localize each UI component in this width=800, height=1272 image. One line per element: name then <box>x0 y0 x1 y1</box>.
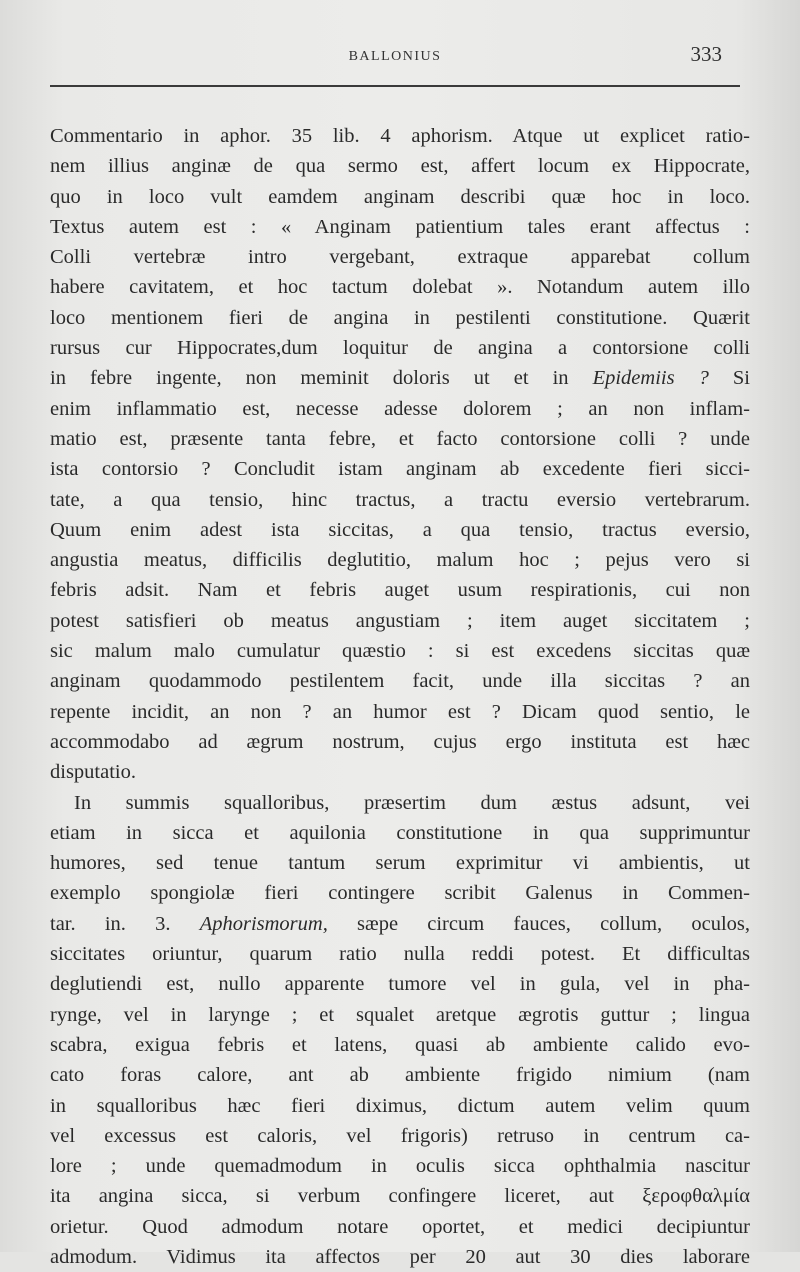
running-title: BALLONIUS <box>348 49 442 64</box>
text-line: Commentario in aphor. 35 lib. 4 aphorism. Atque ut explicet ratio- <box>50 125 750 147</box>
text-line: enim inflammatio est, necesse adesse dolorem ; an non inflam- <box>50 397 750 420</box>
italic-title: Epidemiis ? <box>592 367 709 390</box>
text-line: orietur. Quod admodum notare oportet, et medici decipiuntur <box>50 1215 750 1238</box>
text-line: rursus cur Hippocrates,dum loquitur de angina a contorsione colli <box>50 337 750 360</box>
text-line: vel excessus est caloris, vel frigoris) retruso in centrum ca- <box>50 1124 750 1147</box>
text-line: ista contorsio ? Concludit istam anginam ab excedente fieri sicci- <box>50 458 750 481</box>
text-line: febris adsit. Nam et febris auget usum respirationis, cui non <box>50 579 750 602</box>
text-segment: tar. in. 3. <box>50 912 200 935</box>
page-number: 333 <box>690 42 722 66</box>
text-line: etiam in sicca et aquilonia constitutione in qua supprimuntur <box>50 821 750 844</box>
running-header <box>50 40 740 80</box>
header-rule <box>50 85 740 87</box>
text-line: quo in loco vult eamdem anginam describi quæ hoc in loco. <box>50 185 750 208</box>
text-line: nem illius anginæ de qua sermo est, affert locum ex Hippocrate, <box>50 155 750 178</box>
text-line: sic malum malo cumulatur quæstio : si est excedens siccitas quæ <box>50 640 750 663</box>
text-line: scabra, exigua febris et latens, quasi ab ambiente calido evo- <box>50 1033 750 1056</box>
text-line: deglutiendi est, nullo apparente tumore vel in gula, vel in pha- <box>50 973 750 996</box>
text-segment: Si <box>708 367 750 390</box>
text-line: accommodabo ad ægrum nostrum, cujus ergo instituta est hæc <box>50 730 750 753</box>
text-line: humores, sed tenue tantum serum exprimitur vi ambientis, ut <box>50 852 750 875</box>
text-line: matio est, præsente tanta febre, et facto contorsione colli ? unde <box>50 427 750 450</box>
text-line: disputatio. <box>50 761 136 784</box>
text-line: rynge, vel in larynge ; et squalet aretque ægrotis guttur ; lingua <box>50 1003 750 1026</box>
body-text <box>50 121 750 1272</box>
text-line: tate, a qua tensio, hinc tractus, a tractu eversio vertebrarum. <box>50 488 750 511</box>
text-line: angustia meatus, difficilis deglutitio, malum hoc ; pejus vero si <box>50 549 750 572</box>
text-line: habere cavitatem, et hoc tactum dolebat ». Notandum autem illo <box>50 276 750 299</box>
text-line: exemplo spongiolæ fieri contingere scribit Galenus in Commen- <box>50 882 750 905</box>
text-segment: sæpe circum fauces, collum, oculos, <box>327 912 750 935</box>
text-line <box>50 363 750 393</box>
text-line <box>50 909 750 939</box>
text-line: Textus autem est : « Anginam patientium tales erant affectus : <box>50 215 750 238</box>
text-line: anginam quodammodo pestilentem facit, unde illa siccitas ? an <box>50 670 750 693</box>
text-line: Colli vertebræ intro vergebant, extraque apparebat collum <box>50 246 750 269</box>
text-line: lore ; unde quemadmodum in oculis sicca ophthalmia nascitur <box>50 1155 750 1178</box>
text-line: in squalloribus hæc fieri diximus, dictum autem velim quum <box>50 1094 750 1117</box>
text-line: cato foras calore, ant ab ambiente frigido nimium (nam <box>50 1064 750 1087</box>
text-line: loco mentionem fieri de angina in pestilenti constitutione. Quærit <box>50 306 750 329</box>
text-line: In summis squalloribus, præsertim dum æstus adsunt, vei <box>74 791 750 814</box>
text-line: siccitates oriuntur, quarum ratio nulla reddi potest. Et difficultas <box>50 943 750 966</box>
italic-title: Aphorismorum, <box>199 912 328 935</box>
text-line: ita angina sicca, si verbum confingere liceret, aut ξεροφθαλμία <box>50 1185 750 1208</box>
text-segment: in febre ingente, non meminit doloris ut et in <box>50 367 593 390</box>
text-line: potest satisfieri ob meatus angustiam ; item auget siccitatem ; <box>50 609 750 632</box>
text-line: Quum enim adest ista siccitas, a qua tensio, tractus eversio, <box>50 518 750 541</box>
text-line: repente incidit, an non ? an humor est ? Dicam quod sentio, le <box>50 700 750 723</box>
text-line: admodum. Vidimus ita affectos per 20 aut 30 dies laborare <box>50 1245 750 1268</box>
